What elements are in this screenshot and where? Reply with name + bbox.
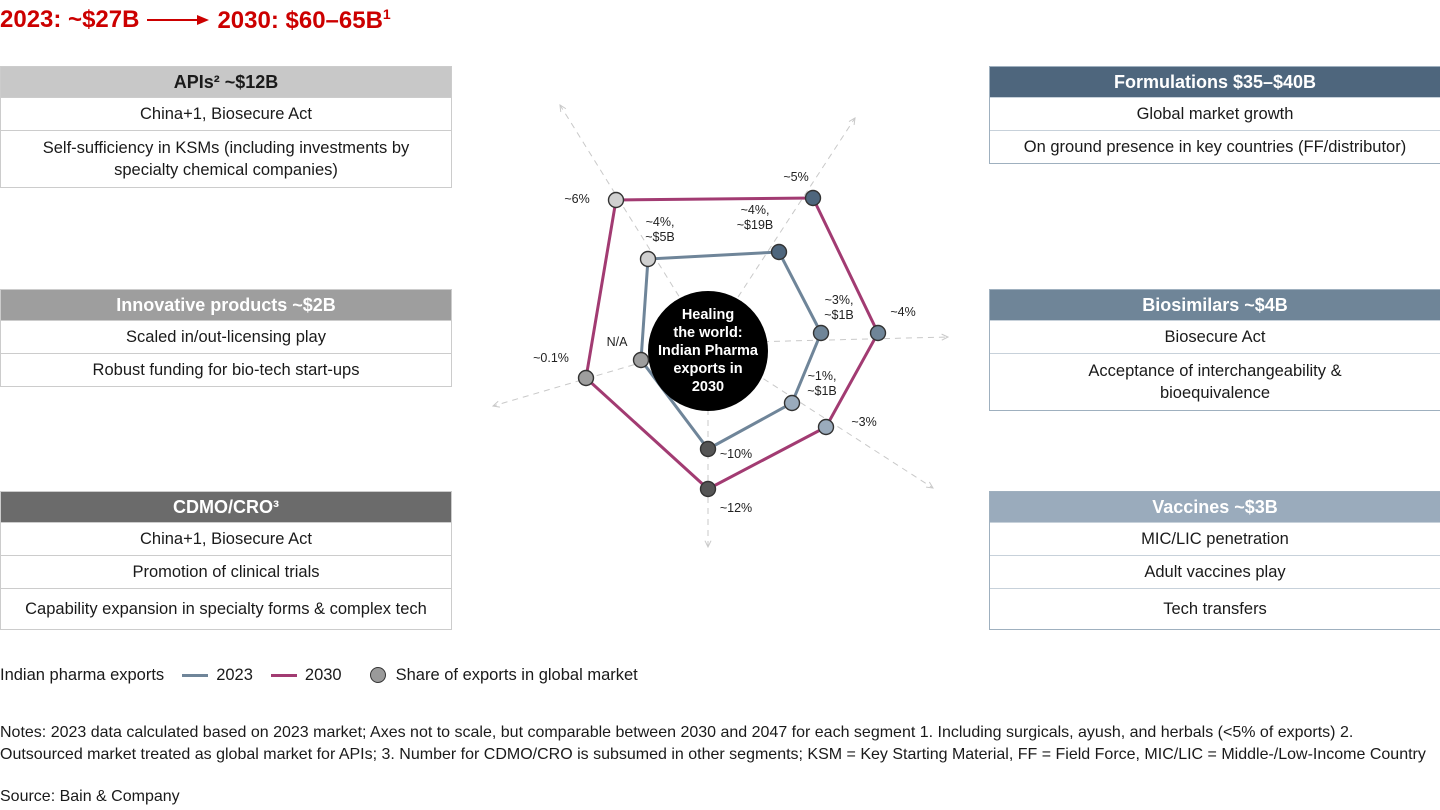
marker-2030-formulations xyxy=(806,191,821,206)
notes: Notes: 2023 data calculated based on 2023 market; Axes not to scale, but comparable between 2030 and 2047 for each segment 1. Including surgicals, ayush, and herbals (<5% of exports) 2. Outsourced market treated as global market for APIs; 3. Number for CDMO/CRO is subsumed in other segments; KSM = Key Starting Material, FF = Field Force, MIC/LIC = Middle-/Low-Income Country xyxy=(0,724,1426,763)
driver-item: MIC/LIC penetration xyxy=(990,522,1440,555)
marker-2030-biosimilars xyxy=(871,326,886,341)
driver-item: Scaled in/out-licensing play xyxy=(1,320,451,353)
headline-end-text: 2030: $60–65B xyxy=(217,6,383,34)
driver-item: Adult vaccines play xyxy=(990,555,1440,588)
headline-start: 2023: ~$27B xyxy=(0,6,140,33)
headline xyxy=(0,0,391,40)
marker-2023-formulations xyxy=(772,245,787,260)
legend-line-2030 xyxy=(271,674,297,677)
data-label-2030-apis: ~6% xyxy=(564,192,590,206)
driver-item: Tech transfers xyxy=(990,588,1440,629)
driver-item: China+1, Biosecure Act xyxy=(1,522,451,555)
marker-2030-vaccines xyxy=(819,420,834,435)
headline-footnote: 1 xyxy=(382,5,391,22)
data-label-2023-apis: ~4%, ~$5B xyxy=(645,215,675,244)
segment-box-innovative xyxy=(0,289,452,387)
driver-item: Self-sufficiency in KSMs (including investments by specialty chemical companies) xyxy=(1,130,451,187)
axis-arrow-formulations xyxy=(849,118,855,125)
marker-2030-apis xyxy=(609,193,624,208)
legend-title: Indian pharma exports xyxy=(0,665,165,684)
legend-label-2023: 2023 xyxy=(216,665,253,684)
legend xyxy=(0,662,638,688)
segment-title-vaccines: Vaccines ~$3B xyxy=(990,492,1440,522)
center-label: Healing the world: Indian Pharma exports in 2030 xyxy=(658,307,758,395)
axis-arrow-apis xyxy=(560,105,566,112)
driver-item: On ground presence in key countries (FF/distributor) xyxy=(990,130,1440,163)
marker-2030-cdmo-cro xyxy=(701,482,716,497)
legend-dot-icon xyxy=(370,667,386,683)
segment-title-biosimilars: Biosimilars ~$4B xyxy=(990,290,1440,320)
marker-2023-biosimilars xyxy=(814,326,829,341)
data-label-2030-formulations: ~5% xyxy=(783,170,809,184)
segment-box-formulations xyxy=(989,66,1440,164)
segment-title-cdmo: CDMO/CRO³ xyxy=(1,492,451,522)
arrow-right-icon xyxy=(147,10,209,30)
data-label-2023-biosimilars: ~3%, ~$1B xyxy=(824,293,854,322)
segment-title-apis: APIs² ~$12B xyxy=(1,67,451,97)
driver-item: Robust funding for bio-tech start-ups xyxy=(1,353,451,386)
data-label-2030-vaccines: ~3% xyxy=(851,415,877,429)
segment-box-cdmo xyxy=(0,491,452,630)
driver-item: Acceptance of interchangeability & bioequivalence xyxy=(990,353,1440,410)
legend-line-2023 xyxy=(182,674,208,677)
driver-item: Global market growth xyxy=(990,97,1440,130)
data-label-2023-innovative-products: N/A xyxy=(606,335,628,349)
data-label-2030-biosimilars: ~4% xyxy=(890,305,916,319)
headline-end xyxy=(217,6,390,35)
data-label-2030-cdmo-cro: ~12% xyxy=(719,501,753,515)
data-label-2023-cdmo-cro: ~10% xyxy=(719,447,753,461)
data-label-2030-innovative-products: ~0.1% xyxy=(533,351,569,365)
driver-item: China+1, Biosecure Act xyxy=(1,97,451,130)
segment-box-apis xyxy=(0,66,452,188)
segment-title-formulations: Formulations $35–$40B xyxy=(990,67,1440,97)
axis-arrow-vaccines xyxy=(926,482,933,488)
driver-item: Capability expansion in specialty forms & complex tech xyxy=(1,588,451,629)
marker-2023-cdmo-cro xyxy=(701,442,716,457)
segment-box-vaccines xyxy=(989,491,1440,630)
legend-dot-label: Share of exports in global market xyxy=(395,665,638,684)
radar-chart xyxy=(455,90,975,560)
segment-box-biosimilars xyxy=(989,289,1440,411)
data-label-2023-formulations: ~4%, ~$19B xyxy=(736,203,774,232)
source: Source: Bain & Company xyxy=(0,788,180,805)
marker-2023-vaccines xyxy=(785,396,800,411)
marker-2023-apis xyxy=(641,252,656,267)
legend-label-2030: 2030 xyxy=(304,665,342,684)
axis-arrow-innovative-products xyxy=(493,401,500,407)
driver-item: Promotion of clinical trials xyxy=(1,555,451,588)
marker-2030-innovative-products xyxy=(579,371,594,386)
driver-item: Biosecure Act xyxy=(990,320,1440,353)
segment-title-innovative: Innovative products ~$2B xyxy=(1,290,451,320)
data-label-2023-vaccines: ~1%, ~$1B xyxy=(807,369,837,398)
marker-2023-innovative-products xyxy=(634,353,649,368)
